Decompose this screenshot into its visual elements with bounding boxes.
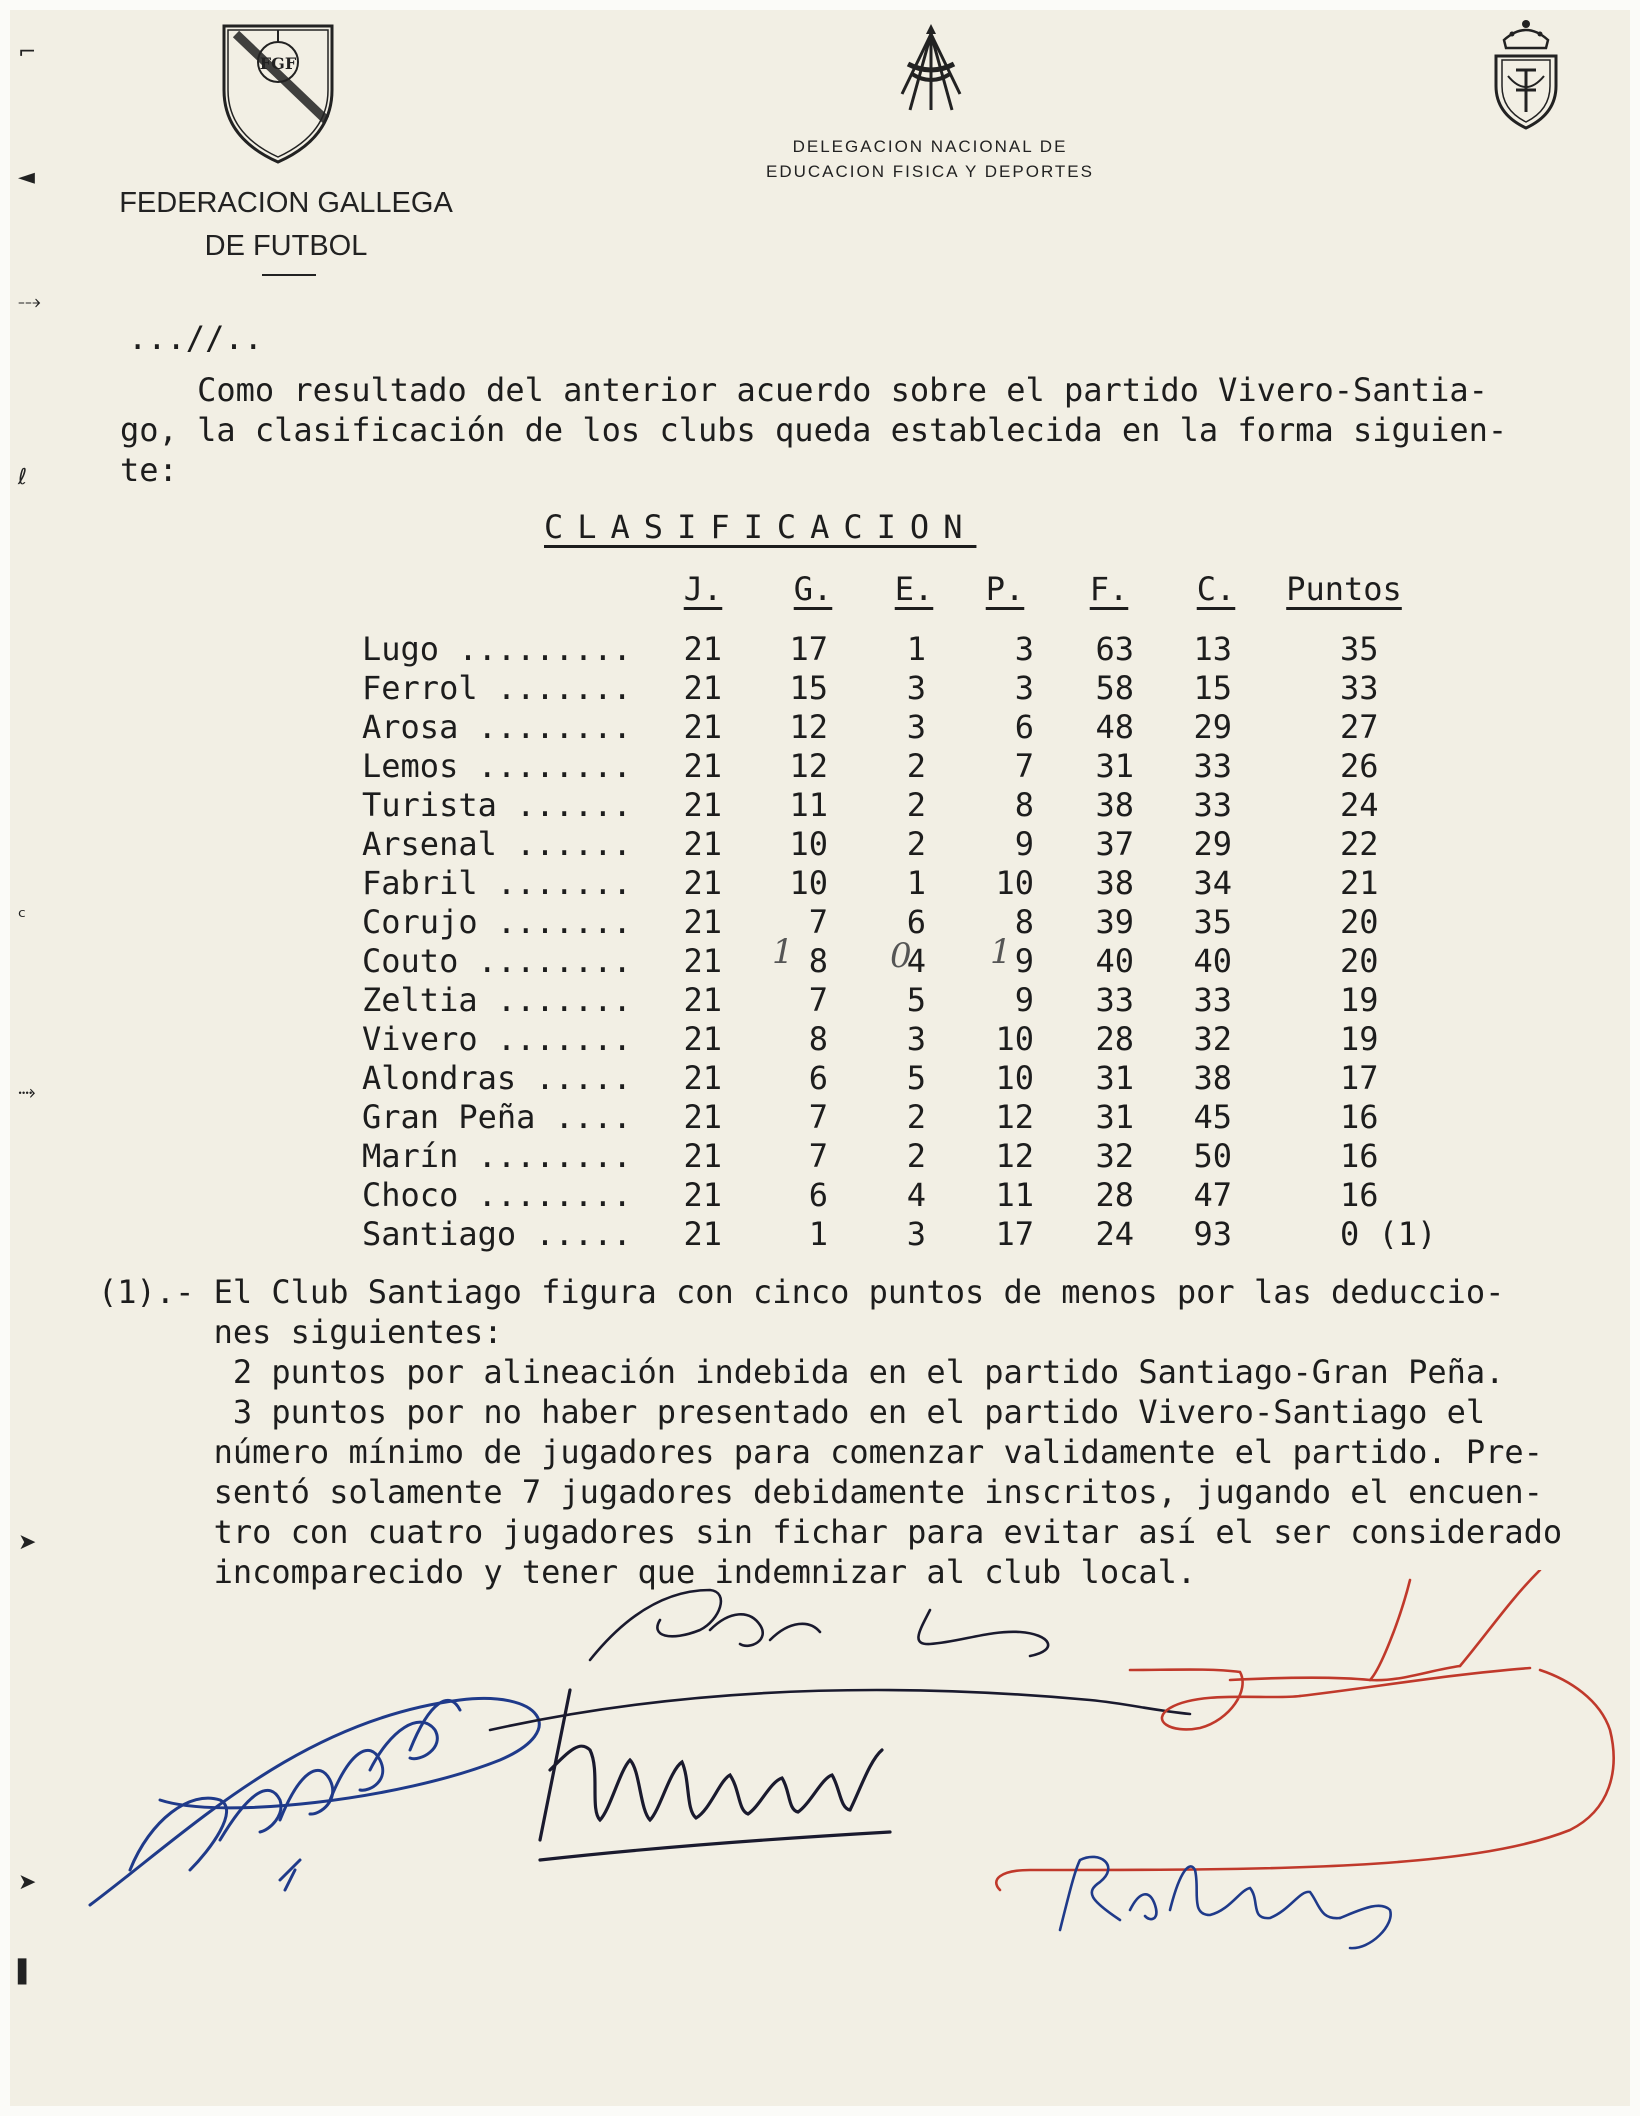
margin-mark: ⤏ bbox=[18, 290, 41, 315]
table-cell-j: 21 bbox=[683, 864, 722, 902]
table-cell-p: 6 bbox=[1014, 708, 1034, 746]
table-cell-p: 9 bbox=[1014, 825, 1034, 863]
table-cell-p: 10 bbox=[995, 864, 1034, 902]
table-cell-c: 47 bbox=[1193, 1176, 1232, 1214]
table-cell-c: 29 bbox=[1193, 708, 1232, 746]
table-cell-p: 10 bbox=[995, 1059, 1034, 1097]
club-name: Vivero ....... bbox=[362, 1020, 632, 1058]
federation-underline bbox=[262, 274, 316, 276]
table-cell-p: 8 bbox=[1014, 786, 1034, 824]
table-cell-f: 40 bbox=[1095, 942, 1134, 980]
club-name: Turista ...... bbox=[362, 786, 632, 824]
federation-name-line2: DE FUTBOL bbox=[204, 230, 368, 262]
table-cell-p: 12 bbox=[995, 1098, 1034, 1136]
club-name: Zeltia ....... bbox=[362, 981, 632, 1019]
table-cell-f: 38 bbox=[1095, 786, 1134, 824]
table-cell-e: 2 bbox=[906, 1137, 926, 1175]
table-cell-e: 6 bbox=[906, 903, 926, 941]
signatures bbox=[70, 1570, 1630, 1950]
table-cell-g: 7 bbox=[808, 981, 828, 1019]
margin-mark: ▌ bbox=[18, 1960, 35, 1985]
table-cell-c: 35 bbox=[1193, 903, 1232, 941]
column-header: F. bbox=[1089, 570, 1129, 608]
table-cell-j: 21 bbox=[683, 1215, 722, 1253]
federation-name-line1: FEDERACION GALLEGA bbox=[119, 187, 453, 219]
table-cell-e: 3 bbox=[906, 1020, 926, 1058]
yoke-and-arrows-icon bbox=[898, 24, 964, 114]
table-cell-g: 8 bbox=[808, 1020, 828, 1058]
table-cell-puntos: 16 bbox=[1340, 1137, 1379, 1175]
table-cell-c: 29 bbox=[1193, 825, 1232, 863]
footnote-line: sentó solamente 7 jugadores debidamente inscritos, jugando el encuen- bbox=[98, 1473, 1543, 1511]
footnote-line: tro con cuatro jugadores sin fichar para evitar así el ser considerado bbox=[98, 1513, 1563, 1551]
delegation-name-line1: DELEGACION NACIONAL DE bbox=[792, 137, 1068, 156]
table-cell-puntos: 33 bbox=[1340, 669, 1379, 707]
club-name: Lemos ........ bbox=[362, 747, 632, 785]
table-cell-g: 10 bbox=[789, 864, 828, 902]
margin-mark: ⌐ bbox=[18, 40, 37, 65]
table-cell-f: 28 bbox=[1095, 1020, 1134, 1058]
table-cell-c: 40 bbox=[1193, 942, 1232, 980]
club-name: Gran Peña .... bbox=[362, 1098, 632, 1136]
table-cell-j: 21 bbox=[683, 981, 722, 1019]
handwritten-mark: 1 bbox=[772, 932, 794, 972]
table-cell-c: 33 bbox=[1193, 747, 1232, 785]
table-cell-c: 33 bbox=[1193, 981, 1232, 1019]
table-cell-j: 21 bbox=[683, 708, 722, 746]
club-name: Alondras ..... bbox=[362, 1059, 632, 1097]
table-cell-p: 3 bbox=[1014, 669, 1034, 707]
table-cell-j: 21 bbox=[683, 1098, 722, 1136]
federation-shield-icon bbox=[218, 20, 338, 168]
table-cell-e: 2 bbox=[906, 1098, 926, 1136]
table-cell-e: 2 bbox=[906, 786, 926, 824]
delegation-name bbox=[710, 134, 1150, 184]
column-header: Puntos bbox=[1286, 570, 1402, 608]
intro-line: Como resultado del anterior acuerdo sobre el partido Vivero-Santia- bbox=[120, 371, 1488, 409]
table-cell-g: 1 bbox=[808, 1215, 828, 1253]
table-cell-e: 5 bbox=[906, 981, 926, 1019]
column-header: J. bbox=[683, 570, 723, 608]
table-cell-puntos: 20 bbox=[1340, 903, 1379, 941]
club-name: Ferrol ....... bbox=[362, 669, 632, 707]
table-cell-c: 50 bbox=[1193, 1137, 1232, 1175]
table-cell-j: 21 bbox=[683, 1176, 722, 1214]
table-cell-c: 38 bbox=[1193, 1059, 1232, 1097]
margin-mark: ⤑ bbox=[18, 1080, 36, 1105]
table-cell-g: 7 bbox=[808, 1098, 828, 1136]
table-cell-f: 31 bbox=[1095, 747, 1134, 785]
table-cell-g: 11 bbox=[789, 786, 828, 824]
table-cell-puntos: 24 bbox=[1340, 786, 1379, 824]
table-cell-e: 3 bbox=[906, 1215, 926, 1253]
column-header: E. bbox=[894, 570, 934, 608]
table-cell-j: 21 bbox=[683, 1020, 722, 1058]
table-cell-e: 4 bbox=[906, 1176, 926, 1214]
column-header: P. bbox=[985, 570, 1025, 608]
table-cell-puntos: 19 bbox=[1340, 1020, 1379, 1058]
table-cell-puntos: 27 bbox=[1340, 708, 1379, 746]
table-cell-j: 21 bbox=[683, 786, 722, 824]
delegation-name-line2: EDUCACION FISICA Y DEPORTES bbox=[766, 162, 1094, 181]
table-cell-f: 38 bbox=[1095, 864, 1134, 902]
club-name: Marín ........ bbox=[362, 1137, 632, 1175]
table-cell-puntos: 26 bbox=[1340, 747, 1379, 785]
table-cell-p: 12 bbox=[995, 1137, 1034, 1175]
table-cell-g: 12 bbox=[789, 708, 828, 746]
footnote-line: nes siguientes: bbox=[98, 1313, 503, 1351]
table-cell-f: 37 bbox=[1095, 825, 1134, 863]
table-cell-p: 11 bbox=[995, 1176, 1034, 1214]
table-cell-f: 28 bbox=[1095, 1176, 1134, 1214]
column-header: G. bbox=[793, 570, 833, 608]
table-cell-f: 31 bbox=[1095, 1098, 1134, 1136]
table-cell-puntos: 20 bbox=[1340, 942, 1379, 980]
club-name: Corujo ....... bbox=[362, 903, 632, 941]
federation-name bbox=[96, 182, 476, 268]
table-cell-f: 58 bbox=[1095, 669, 1134, 707]
table-cell-p: 17 bbox=[995, 1215, 1034, 1253]
table-cell-g: 10 bbox=[789, 825, 828, 863]
reference-mark: ...//.. bbox=[128, 319, 263, 357]
table-cell-j: 21 bbox=[683, 630, 722, 668]
table-cell-g: 7 bbox=[808, 1137, 828, 1175]
club-name: Couto ........ bbox=[362, 942, 632, 980]
table-cell-puntos: 16 bbox=[1340, 1098, 1379, 1136]
table-cell-e: 3 bbox=[906, 669, 926, 707]
signature-blue-left bbox=[90, 1698, 539, 1905]
table-cell-j: 21 bbox=[683, 669, 722, 707]
footnote-line: incomparecido y tener que indemnizar al club local. bbox=[98, 1553, 1197, 1591]
club-name: Arsenal ...... bbox=[362, 825, 632, 863]
table-cell-f: 24 bbox=[1095, 1215, 1134, 1253]
table-cell-g: 8 bbox=[808, 942, 828, 980]
handwritten-mark: 0 bbox=[890, 936, 912, 976]
margin-mark: ➤ bbox=[18, 1530, 37, 1555]
table-cell-f: 63 bbox=[1095, 630, 1134, 668]
table-cell-g: 12 bbox=[789, 747, 828, 785]
table-cell-f: 31 bbox=[1095, 1059, 1134, 1097]
table-cell-c: 34 bbox=[1193, 864, 1232, 902]
margin-mark: ◄ bbox=[18, 165, 35, 190]
column-header: C. bbox=[1196, 570, 1236, 608]
table-cell-g: 17 bbox=[789, 630, 828, 668]
table-cell-puntos: 22 bbox=[1340, 825, 1379, 863]
table-cell-p: 9 bbox=[1014, 981, 1034, 1019]
table-title: CLASIFICACION bbox=[544, 508, 977, 546]
table-cell-g: 6 bbox=[808, 1059, 828, 1097]
table-cell-e: 1 bbox=[906, 630, 926, 668]
club-name: Santiago ..... bbox=[362, 1215, 632, 1253]
footnote-line: 2 puntos por alineación indebida en el partido Santiago-Gran Peña. bbox=[98, 1353, 1505, 1391]
intro-line: go, la clasificación de los clubs queda establecida en la forma siguien- bbox=[120, 411, 1508, 449]
intro-line: te: bbox=[120, 451, 178, 489]
table-cell-f: 48 bbox=[1095, 708, 1134, 746]
table-cell-e: 2 bbox=[906, 747, 926, 785]
footnote bbox=[98, 1272, 1628, 1592]
table-cell-g: 15 bbox=[789, 669, 828, 707]
crowned-shield-icon bbox=[1486, 16, 1566, 132]
table-cell-c: 32 bbox=[1193, 1020, 1232, 1058]
table-cell-puntos: 0 (1) bbox=[1340, 1215, 1437, 1253]
club-name: Choco ........ bbox=[362, 1176, 632, 1214]
table-cell-puntos: 21 bbox=[1340, 864, 1379, 902]
table-cell-j: 21 bbox=[683, 825, 722, 863]
table-cell-g: 7 bbox=[808, 903, 828, 941]
footnote-line: 3 puntos por no haber presentado en el partido Vivero-Santiago el bbox=[98, 1393, 1486, 1431]
document-page bbox=[10, 10, 1630, 2106]
table-cell-f: 39 bbox=[1095, 903, 1134, 941]
table-cell-e: 2 bbox=[906, 825, 926, 863]
table-cell-j: 21 bbox=[683, 1059, 722, 1097]
margin-mark: ᶜ bbox=[18, 905, 27, 930]
signature-mauscon bbox=[540, 1690, 890, 1860]
table-cell-j: 21 bbox=[683, 747, 722, 785]
table-cell-f: 33 bbox=[1095, 981, 1134, 1019]
table-cell-e: 4 bbox=[906, 942, 926, 980]
handwritten-mark: 1 bbox=[990, 932, 1012, 972]
margin-mark: ℓ bbox=[18, 465, 28, 490]
club-name: Lugo ......... bbox=[362, 630, 632, 668]
table-cell-c: 15 bbox=[1193, 669, 1232, 707]
margin-mark: ➤ bbox=[18, 1870, 37, 1895]
table-cell-g: 6 bbox=[808, 1176, 828, 1214]
table-cell-puntos: 35 bbox=[1340, 630, 1379, 668]
table-cell-c: 33 bbox=[1193, 786, 1232, 824]
table-cell-e: 5 bbox=[906, 1059, 926, 1097]
table-cell-puntos: 19 bbox=[1340, 981, 1379, 1019]
table-cell-j: 21 bbox=[683, 903, 722, 941]
footnote-line: número mínimo de jugadores para comenzar validamente el partido. Pre- bbox=[98, 1433, 1543, 1471]
signature-salvador bbox=[490, 1590, 1190, 1730]
table-cell-f: 32 bbox=[1095, 1137, 1134, 1175]
table-cell-e: 3 bbox=[906, 708, 926, 746]
table-cell-puntos: 16 bbox=[1340, 1176, 1379, 1214]
footnote-line: (1).- El Club Santiago figura con cinco puntos de menos por las deduccio- bbox=[98, 1273, 1505, 1311]
table-cell-j: 21 bbox=[683, 1137, 722, 1175]
signature-red-right bbox=[996, 1570, 1613, 1890]
table-cell-p: 8 bbox=[1014, 903, 1034, 941]
federation-crest-letters: FGF bbox=[259, 54, 297, 73]
table-cell-puntos: 17 bbox=[1340, 1059, 1379, 1097]
table-cell-p: 9 bbox=[1014, 942, 1034, 980]
table-cell-c: 93 bbox=[1193, 1215, 1232, 1253]
table-cell-c: 13 bbox=[1193, 630, 1232, 668]
table-cell-p: 10 bbox=[995, 1020, 1034, 1058]
table-cell-p: 7 bbox=[1014, 747, 1034, 785]
table-cell-j: 21 bbox=[683, 942, 722, 980]
table-cell-p: 3 bbox=[1014, 630, 1034, 668]
club-name: Fabril ....... bbox=[362, 864, 632, 902]
table-cell-c: 45 bbox=[1193, 1098, 1232, 1136]
table-cell-e: 1 bbox=[906, 864, 926, 902]
intro-paragraph bbox=[120, 370, 1590, 490]
club-name: Arosa ........ bbox=[362, 708, 632, 746]
